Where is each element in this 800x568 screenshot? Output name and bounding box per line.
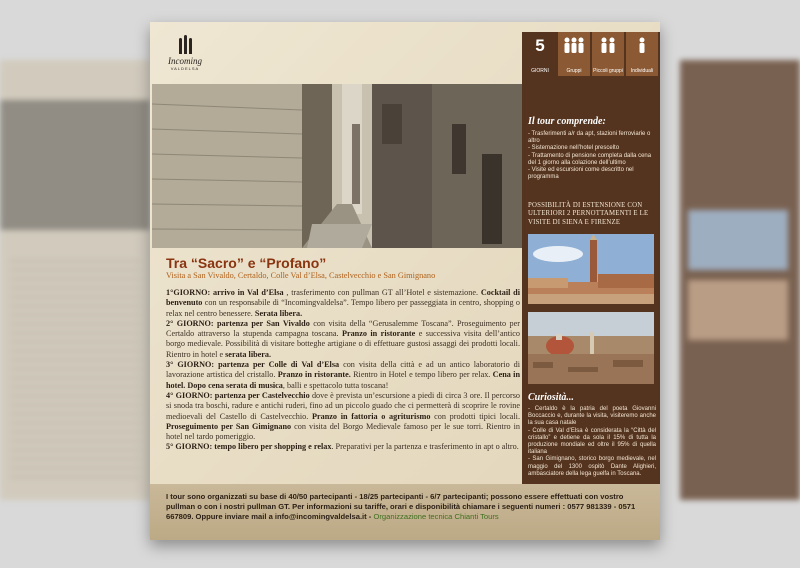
footer-band bbox=[150, 484, 660, 540]
incoming-valdelsa-logo bbox=[162, 34, 208, 71]
includes-item: - Trattamento di pensione completa dalla cena del 1 giorno alla colazione dell’ultimo bbox=[528, 152, 652, 166]
itinerary-text-segment: dove è prevista un’escursione a piedi di circa 3 ore. Il percorso si snoda tra boschi, radure e antichi ruderi, fino ad un piccolo guado che ci permetterà di scoprire le rovine medioevali del Castello di Castelvecchio. bbox=[166, 390, 520, 421]
itinerary-day bbox=[166, 360, 520, 391]
curiosita-item: - San Gimignano, storico borgo medievale, nel maggio del 1300 ospitò Dante Alighieri, ambasciatore della lega guelfa in Toscana. bbox=[528, 456, 656, 477]
itinerary-highlight: 5° GIORNO: tempo libero per shopping e relax bbox=[166, 442, 332, 452]
itinerary-text-segment: con un responsabile di “Incomingvaldelsa”. Tempo libero per passeggiata in centro, shopping o relax nel centro benessere. bbox=[166, 298, 520, 318]
blurred-flyer-right bbox=[680, 60, 800, 500]
includes-list bbox=[528, 131, 656, 181]
stat-groups bbox=[558, 32, 590, 76]
itinerary-text bbox=[166, 288, 520, 453]
footer-info bbox=[166, 492, 648, 522]
itinerary-text-segment: con prodotti tipici locali. bbox=[430, 411, 520, 421]
itinerary-day bbox=[166, 442, 520, 452]
itinerary-highlight: Cena in hotel. Dopo cena serata di musica bbox=[166, 370, 520, 390]
days-number: 5 bbox=[535, 36, 545, 55]
itinerary-text-segment: con visita della “Gerusalemme Toscana”. Proseguimento per Certaldo attraverso la stupenda campagna toscana. bbox=[166, 318, 520, 339]
itinerary-day bbox=[166, 288, 520, 319]
curiosita-item: - Certaldo è la patria del poeta Giovanni Boccaccio e, durante la visita, visiteremo anche la sua casa natale bbox=[528, 406, 656, 427]
curiosita-item: - Colle di Val d’Elsa è considerata la “Città del cristallo” e detiene da sola il 15% di tutta la produzione mondiale ed oltre il 95% di quella italiana bbox=[528, 427, 656, 456]
tour-subtitle: Visita a San Vivaldo, Certaldo, Colle Val d’Elsa, Castelvecchio e San Gimignano bbox=[166, 271, 436, 280]
itinerary-highlight: 3° GIORNO: partenza per Colle di Val d’Elsa bbox=[166, 360, 340, 370]
extension-note: POSSIBILITÀ DI ESTENSIONE CON ULTERIORI 2 PERNOTTAMENTI E LE VISITE DI SIENA E FIRENZE bbox=[528, 202, 649, 226]
includes-heading: Il tour comprende: bbox=[528, 116, 606, 127]
stats-bar bbox=[522, 32, 660, 76]
right-column bbox=[522, 32, 660, 484]
itinerary-highlight: Serata libera. bbox=[254, 308, 303, 318]
footer-text: I tour sono organizzati su base di 40/50 partecipanti - 18/25 partecipanti - 6/7 partecipanti; possono essere effettuati con vostro pullman o con i nostri pullman GT. Per informazioni su tariffe, orari e disponibilità chiamare i seguenti numeri : 0577 981339 - 0571 667809. Oppure inviare mail a info@incomingvaldelsa.it - bbox=[166, 492, 636, 521]
includes-item: - Trasferimenti a/r da apt, stazioni ferroviarie o altro bbox=[528, 131, 651, 145]
cypress-trees-icon bbox=[162, 34, 208, 54]
itinerary-highlight: 1°GIORNO: arrivo in Val d’Elsa bbox=[166, 288, 284, 297]
itinerary-highlight: Pranzo in ristorante. bbox=[277, 370, 351, 380]
stat-small-groups bbox=[592, 32, 624, 76]
blurred-flyer-left bbox=[0, 60, 150, 500]
includes-item: - Sistemazione nell’hotel prescelto bbox=[528, 145, 620, 152]
itinerary-text-segment: con visita della città e ad un antico laboratorio di lavorazione artistica del cristallo. bbox=[166, 360, 520, 380]
flyer-sheet bbox=[150, 22, 660, 540]
itinerary-text-segment: . Preparativi per la partenza e trasferimento in apt o altro. bbox=[331, 442, 519, 452]
itinerary-highlight: Cocktail di benvenuto bbox=[166, 288, 520, 308]
groups-label: Gruppi bbox=[566, 67, 582, 74]
includes-item: - Visite ed escursioni come descritto nel programma bbox=[528, 167, 634, 181]
siena-photo bbox=[528, 234, 654, 304]
small-groups-label: Piccoli gruppi bbox=[593, 67, 623, 74]
itinerary-day bbox=[166, 391, 520, 442]
group-people-icon bbox=[561, 36, 587, 60]
itinerary-day bbox=[166, 319, 520, 360]
itinerary-highlight: Pranzo in fattoria o agriturismo bbox=[312, 411, 431, 421]
individuals-label: Individuali bbox=[630, 67, 654, 74]
itinerary-highlight: Proseguimento per San Gimignano bbox=[166, 421, 292, 431]
stat-individuals bbox=[626, 32, 658, 76]
itinerary-highlight: Pranzo in ristorante bbox=[341, 329, 416, 339]
itinerary-highlight: 4° GIORNO: partenza per Castelvecchio bbox=[166, 390, 310, 400]
itinerary-text-segment: , balli e spettacolo tutta toscana! bbox=[282, 380, 389, 390]
florence-photo bbox=[528, 312, 654, 384]
logo-sub: VALDELSA bbox=[170, 66, 200, 71]
curiosita-heading: Curiosità... bbox=[528, 392, 574, 403]
days-label: GIORNI bbox=[531, 67, 549, 74]
curiosita-list bbox=[528, 406, 656, 478]
itinerary-highlight: serata libera. bbox=[225, 349, 272, 359]
itinerary-text-segment: , trasferimento con pullman GT all’Hotel e sistemazione. bbox=[283, 288, 481, 297]
itinerary-text-segment: con visita del Borgo Medievale famoso per le sue torri. Rientro in hotel nel tardo pomeriggio. bbox=[166, 421, 521, 442]
itinerary-text-segment: Rientro in Hotel e tempo libero per relax. bbox=[350, 370, 493, 380]
small-group-icon bbox=[598, 36, 618, 60]
individual-person-icon bbox=[635, 36, 649, 60]
stat-days bbox=[524, 32, 556, 76]
itinerary-highlight: 2° GIORNO: partenza per San Vivaldo bbox=[166, 318, 310, 328]
itinerary-text-segment: e successiva visita dell’antico borgo medievale. Possibilità di visitare botteghe artigiane o di effettuare gustosi assaggi dei prodotti locali. Rientro in hotel e bbox=[166, 329, 520, 359]
logo-name: Incoming bbox=[168, 56, 202, 66]
tour-title: Tra “Sacro” e “Profano” bbox=[166, 255, 327, 271]
footer-organizer: Organizzazione tecnica Chianti Tours bbox=[373, 512, 499, 521]
hero-photo-medieval-street bbox=[152, 84, 522, 248]
